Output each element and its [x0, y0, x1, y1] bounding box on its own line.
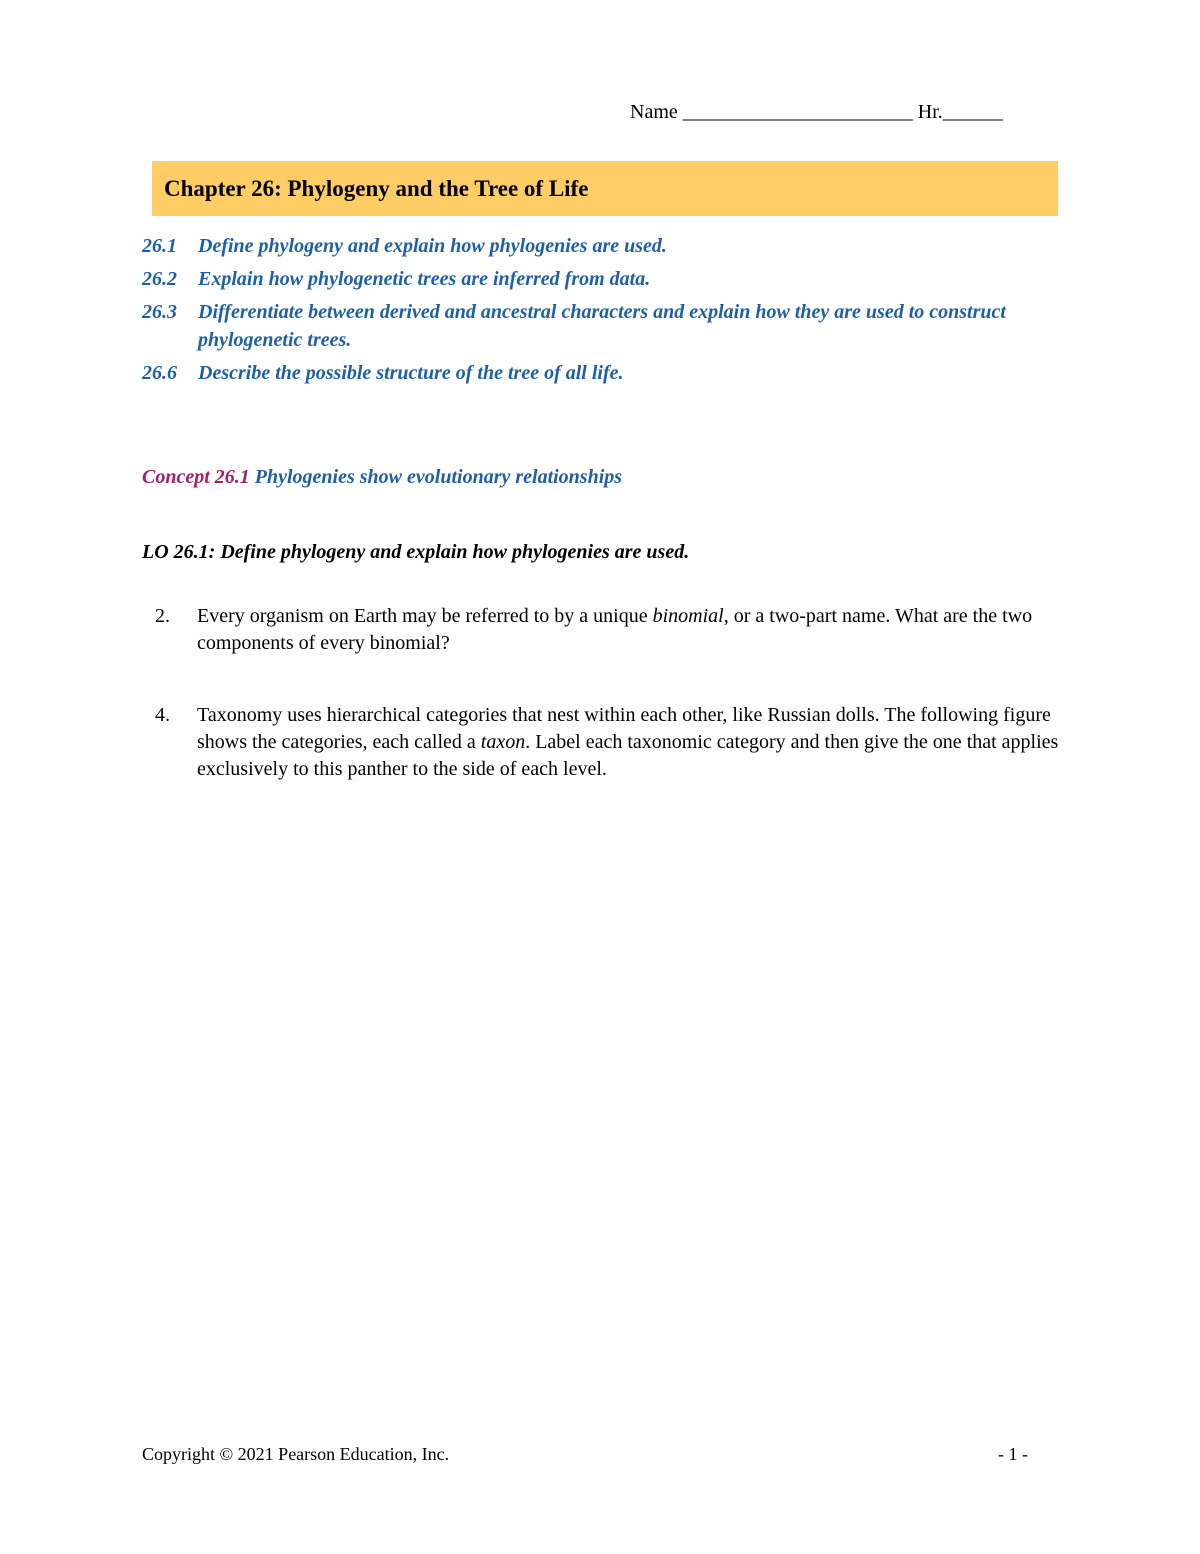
objective-text: Differentiate between derived and ancestral characters and explain how they are used to construct phylogenetic trees.	[198, 301, 1006, 351]
chapter-title: Chapter 26: Phylogeny and the Tree of Life	[164, 175, 589, 201]
question-text-part: Every organism on Earth may be referred to by a unique	[197, 605, 653, 627]
concept-text: Phylogenies show evolutionary relationships	[254, 466, 623, 488]
question-text	[197, 603, 1065, 657]
objective-number: 26.3	[142, 301, 177, 323]
objective-number: 26.1	[142, 235, 177, 257]
chapter-title-banner	[152, 161, 1058, 216]
page-number: - 1 -	[998, 1444, 1028, 1464]
objective-item	[142, 265, 1062, 293]
objective-item	[142, 232, 1062, 260]
question-emphasis: binomial	[652, 605, 724, 627]
question-text-part: , or a two-part name. What are the two components of every binomial?	[197, 605, 1033, 654]
question-text	[197, 702, 1065, 783]
question-number: 2.	[155, 605, 170, 627]
objective-text: Define phylogeny and explain how phylogenies are used.	[198, 235, 667, 257]
objective-text: Describe the possible structure of the tree of all life.	[198, 362, 624, 384]
question-2	[155, 603, 1065, 657]
question-text-part: . Label each taxonomic category and then give the one that applies exclusively to this panther to the side of each level.	[197, 731, 1059, 780]
question-number: 4.	[155, 704, 170, 726]
copyright-footer: Copyright © 2021 Pearson Education, Inc.	[142, 1444, 450, 1464]
objective-item	[142, 298, 1062, 354]
learning-objectives-list	[142, 232, 1062, 392]
concept-heading	[142, 466, 622, 489]
objective-item	[142, 359, 1062, 387]
question-text-part: Taxonomy uses hierarchical categories that nest within each other, like Russian dolls. The following figure shows the categories, each called a	[197, 704, 1051, 753]
objective-text: Explain how phylogenetic trees are inferred from data.	[198, 268, 651, 290]
concept-label: Concept 26.1	[142, 466, 250, 488]
objective-number: 26.6	[142, 362, 177, 384]
objective-number: 26.2	[142, 268, 177, 290]
question-4	[155, 702, 1065, 783]
lo-heading: LO 26.1: Define phylogeny and explain how phylogenies are used.	[142, 541, 690, 563]
question-emphasis: taxon	[480, 731, 526, 753]
name-hour-line: Name _______________________ Hr.______	[630, 101, 1003, 123]
